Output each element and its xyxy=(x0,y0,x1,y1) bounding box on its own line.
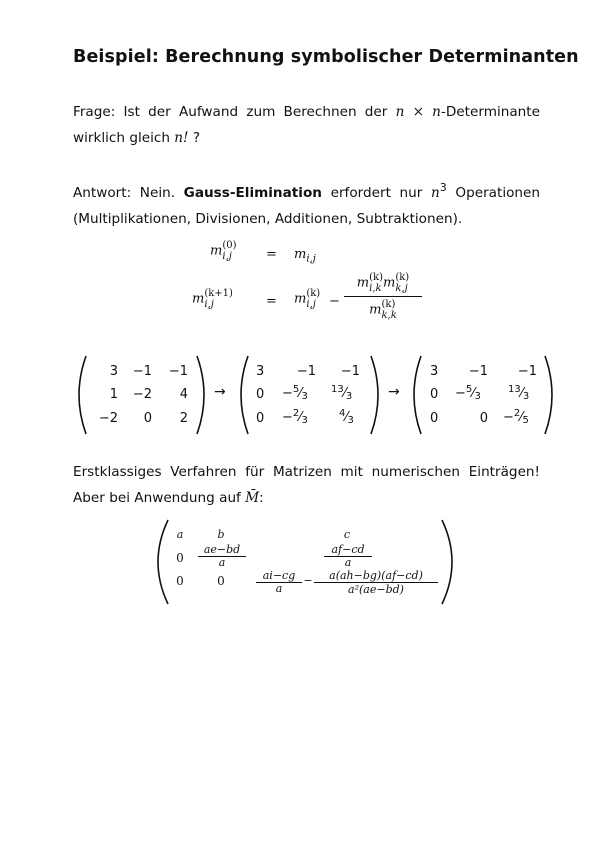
conclusion-math: M̄ xyxy=(245,490,260,506)
conclusion-colon: : xyxy=(259,490,264,506)
m1-r3c2: 0 xyxy=(143,411,152,426)
m1-r2c1: 1 xyxy=(109,387,118,402)
m3-r3c1: 0 xyxy=(430,411,439,426)
m2-r1c2: −1 xyxy=(296,364,316,379)
m2-r1c3: −1 xyxy=(340,364,360,379)
m3-r1c1: 3 xyxy=(430,364,439,379)
question-math-2: n! xyxy=(174,130,189,146)
sym-r3c3-minus: − xyxy=(303,574,313,587)
m3-r1c3: −1 xyxy=(517,364,537,379)
formula-minus: − xyxy=(329,294,340,309)
m3-r2c3: $^{13}⁄_3$ xyxy=(508,384,530,402)
fraction-numerator: m (k) i,k m (k) k,j xyxy=(344,272,422,297)
sym-r3c2: 0 xyxy=(217,574,225,588)
sym-r1c1: a xyxy=(176,528,184,541)
m3-r3c2: 0 xyxy=(479,411,488,426)
m1-r2c2: −2 xyxy=(132,387,152,402)
arrow-2: → xyxy=(388,384,400,400)
m1-r1c2: −1 xyxy=(132,364,152,379)
question-text-suffix: -Determinante xyxy=(440,104,540,120)
arrow-1: → xyxy=(214,384,226,400)
question-text-2-suffix: ? xyxy=(188,130,201,146)
sym-r2c3: af−cd a xyxy=(324,544,372,569)
m2-r3c3: $^4⁄_3$ xyxy=(339,408,354,426)
question-text: Frage: Ist der Aufwand zum Berechnen der xyxy=(73,104,388,120)
answer-suffix: Operationen xyxy=(455,185,541,201)
answer-prefix: Antwort: Nein. xyxy=(73,185,176,201)
formula-line-2-rhs: m (k) i,j xyxy=(294,288,321,310)
sym-r1c2: b xyxy=(217,528,225,541)
formula-rhs-1: $m_{i,j}$ xyxy=(294,247,316,265)
formula-line-1: m (0) i,j xyxy=(210,240,237,262)
answer-math: n xyxy=(430,185,440,201)
answer-middle: erfordert nur xyxy=(330,185,423,201)
m3-r3c3: $-^2⁄_5$ xyxy=(503,408,529,426)
sym-r3c3-frac-1: ai−cg a xyxy=(256,570,302,595)
m2-r1c1: 3 xyxy=(256,364,265,379)
m2-r2c1: 0 xyxy=(256,387,265,402)
sym-r3c3-frac-2: a(ah−bg)(af−cd) a²(ae−bd) xyxy=(314,570,438,596)
m3-r2c1: 0 xyxy=(430,387,439,402)
m2-r3c2: $-^2⁄_3$ xyxy=(282,408,308,426)
sym-r2c2: ae−bd a xyxy=(198,544,246,569)
answer-bold: Gauss-Elimination xyxy=(183,185,322,201)
answer-exp: 3 xyxy=(439,181,447,194)
m2-r2c2: $-^5⁄_3$ xyxy=(282,384,308,402)
sym-r3c1: 0 xyxy=(176,574,184,588)
m1-r1c1: 3 xyxy=(109,364,118,379)
page-title: Beispiel: Berechnung symbolischer Determinanten xyxy=(73,47,579,67)
sym-r2c1: 0 xyxy=(176,551,184,565)
m1-r1c3: −1 xyxy=(168,364,188,379)
formula-eq-1: = xyxy=(266,247,277,262)
question-math: n × n xyxy=(395,104,441,120)
m1-r2c3: 4 xyxy=(179,387,188,402)
conclusion-line-1: Erstklassiges Verfahren für Matrizen mit numerischen Einträgen! xyxy=(73,464,540,480)
m2-r3c1: 0 xyxy=(256,411,265,426)
formula-eq-2: = xyxy=(266,294,277,309)
formula-line-2-lhs: m (k+1) i,j xyxy=(192,288,233,310)
m3-r2c2: $-^5⁄_3$ xyxy=(455,384,481,402)
answer-line-2: (Multiplikationen, Divisionen, Additionen, Subtraktionen). xyxy=(73,211,463,227)
sym-r1c3: c xyxy=(343,528,351,541)
m1-r3c1: −2 xyxy=(98,411,118,426)
conclusion-line-2: Aber bei Anwendung auf xyxy=(73,490,241,506)
m3-r1c2: −1 xyxy=(468,364,488,379)
question-text-2: wirklich gleich xyxy=(73,130,170,146)
m2-r2c3: $^{13}⁄_3$ xyxy=(331,384,353,402)
fraction-denominator: m (k) k,k xyxy=(369,299,397,321)
m1-r3c3: 2 xyxy=(179,411,188,426)
